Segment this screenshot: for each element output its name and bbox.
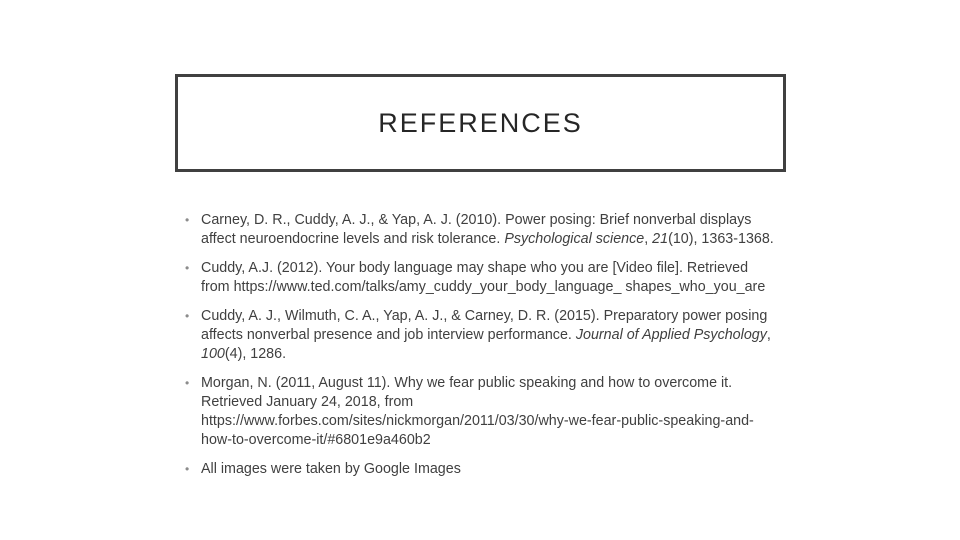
reference-journal: Psychological science [504,231,645,247]
bullet-icon: • [185,309,190,323]
reference-separator: , [644,231,653,247]
reference-text: Morgan, N. (2011, August 11). Why we fear public speaking and how to overcome it. Retrieved January 24, 2018, from https://www.forbes.com/sites/nickmorgan/2011/03/30/why-we-fear-public-speaking-and-how-to-overcome-it/#6801e9a460b2 [201,375,754,448]
reference-item [185,211,775,249]
reference-pages: (10), 1363-1368. [668,231,774,247]
reference-list [185,211,775,489]
reference-item [185,307,775,364]
reference-text: Carney, D. R., Cuddy, A. J., & Yap, A. J. (2010). Power posing: Brief nonverbal displays affect neuroendocrine levels and risk tolerance. [201,212,752,247]
reference-item [185,259,775,297]
reference-text: Cuddy, A. J., Wilmuth, C. A., Yap, A. J., & Carney, D. R. (2015). Preparatory power posing affects nonverbal presence and job interview performance. [201,308,768,343]
bullet-icon: • [185,261,190,275]
reference-volume: 100 [201,346,225,362]
reference-item [185,460,775,479]
slide-title: REFERENCES [378,107,583,138]
title-box [175,74,786,172]
bullet-icon: • [185,462,190,476]
reference-separator: , [766,327,771,343]
reference-item [185,374,775,450]
bullet-icon: • [185,213,190,227]
reference-text: All images were taken by Google Images [201,461,461,477]
reference-journal: Journal of Applied Psychology [575,327,767,343]
reference-text: Cuddy, A.J. (2012). Your body language may shape who you are [Video file]. Retrieved from https://www.ted.com/talks/amy_cuddy_your_body_language_ shapes_who_you_are [201,260,766,295]
bullet-icon: • [185,376,190,390]
reference-volume: 21 [652,231,669,247]
reference-pages: (4), 1286. [224,346,287,362]
